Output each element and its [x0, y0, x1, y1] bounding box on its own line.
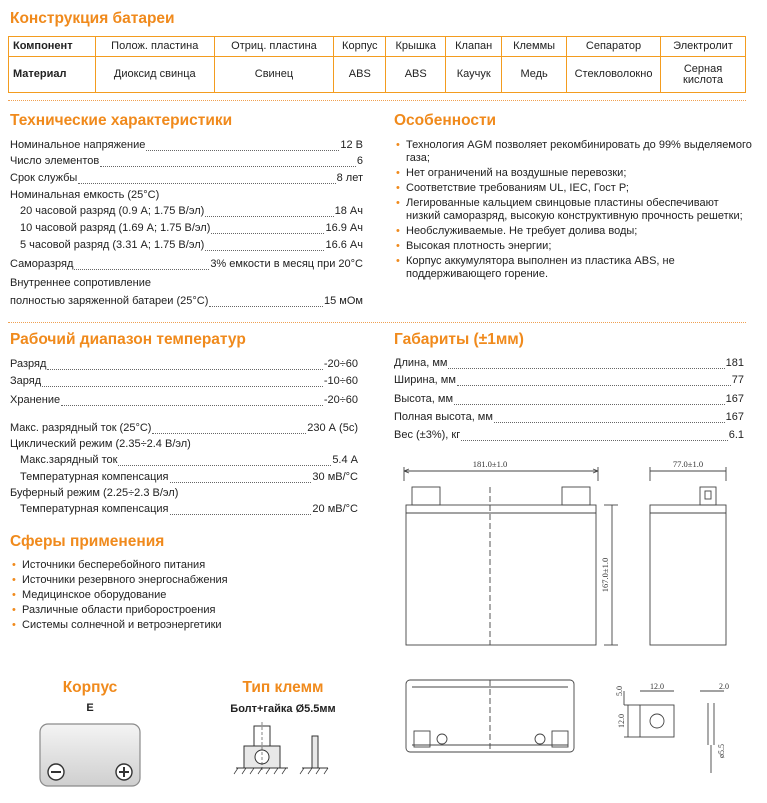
case-code: E [86, 702, 94, 714]
list-item: • Технология AGM позволяет рекомбинировать до 99% выделяемого газа; [394, 139, 754, 165]
spec-value: 6.1 [728, 429, 744, 441]
leader-dots [78, 183, 335, 184]
construction-table [8, 36, 746, 93]
spec-label: Полная высота, мм [394, 411, 493, 423]
spec-label: 20 часовой разряд (0.9 А; 1.75 В/эл) [20, 205, 205, 217]
leader-dots [42, 386, 323, 387]
list-item: • Необслуживаемые. Не требует долива воды; [394, 225, 754, 238]
spec-label: 5 часовой разряд (3.31 А; 1.75 В/эл) [20, 239, 205, 251]
dims-title: Габариты (±1мм) [394, 331, 524, 348]
leader-dots [61, 405, 323, 406]
spec-value: 3% емкости в месяц при 20°С [210, 258, 363, 270]
leader-dots [152, 433, 306, 434]
construction-material-row [9, 57, 746, 93]
table-cell: Диоксид свинца [95, 57, 214, 93]
spec-value: -10÷60 [323, 375, 358, 387]
leader-dots [205, 216, 333, 217]
leader-dots [457, 385, 731, 386]
spec-value: 18 Ач [334, 205, 363, 217]
spec-label: Температурная компенсация [20, 471, 169, 483]
case-title: Корпус [62, 679, 118, 696]
leader-dots [170, 482, 312, 483]
spec-label: Внутреннее сопротивление [10, 277, 151, 289]
leader-dots [74, 269, 209, 270]
spec-label: Заряд [10, 375, 42, 387]
list-item: • Нет ограничений на воздушные перевозки; [394, 167, 754, 180]
table-cell: Свинец [214, 57, 334, 93]
table-cell: Полож. пластина [95, 37, 214, 57]
spec-value: 230 А (5с) [307, 422, 358, 434]
spec-label: Саморазряд [10, 258, 74, 270]
spec-label: Номинальная емкость (25°С) [10, 189, 160, 201]
list-item: • Системы солнечной и ветроэнергетики [10, 619, 340, 632]
list-item: • Источники бесперебойного питания [10, 559, 340, 572]
terminal-hole-label: ø5.5 [717, 744, 726, 758]
leader-dots [146, 150, 339, 151]
terminal-width-label: 12.0 [650, 682, 664, 691]
spec-value: 8 лет [336, 172, 363, 184]
table-cell: Материал [9, 57, 96, 93]
length-dimension-label: 181.0±1.0 [472, 459, 508, 469]
table-cell: ABS [334, 57, 386, 93]
terminal-height-label: 5.0 [615, 686, 624, 696]
table-cell: Медь [502, 57, 567, 93]
list-item: • Соответствие требованиям UL, IEC, Гост Р; [394, 182, 754, 195]
spec-label: Макс.зарядный ток [20, 454, 118, 466]
table-cell: Стекловолокно [567, 57, 661, 93]
list-item: • Высокая плотность энергии; [394, 240, 754, 253]
spec-label: Хранение [10, 394, 61, 406]
leader-dots [454, 404, 725, 405]
height-dimension-label: 167.0±1.0 [600, 557, 610, 593]
list-item: • Корпус аккумулятора выполнен из пластика ABS, не поддерживающего горение. [394, 255, 754, 281]
table-cell: Клеммы [502, 37, 567, 57]
spec-value: 167 [725, 393, 744, 405]
spec-label: Номинальное напряжение [10, 139, 146, 151]
spec-label: Циклический режим (2.35÷2.4 В/эл) [10, 438, 191, 450]
divider [8, 100, 746, 101]
construction-header-row [9, 37, 746, 57]
spec-label: полностью заряженной батареи (25°С) [10, 295, 209, 307]
list-item: • Медицинское оборудование [10, 589, 340, 602]
spec-label: Число элементов [10, 155, 100, 167]
spec-label: Буферный режим (2.25÷2.3 В/эл) [10, 487, 179, 499]
terminal-drawing-icon [232, 720, 332, 790]
table-cell: Электролит [661, 37, 746, 57]
applications-title: Сферы применения [10, 533, 165, 550]
spec-label: Срок службы [10, 172, 78, 184]
spec-value: 5.4 А [332, 454, 358, 466]
features-list [394, 139, 754, 283]
spec-value: 16.6 Ач [325, 239, 363, 251]
leader-dots [118, 465, 331, 466]
spec-label: Ширина, мм [394, 374, 456, 386]
spec-label: Разряд [10, 358, 47, 370]
spec-value: -20÷60 [323, 358, 358, 370]
leader-dots [170, 514, 312, 515]
applications-list [10, 559, 340, 634]
spec-value: -20÷60 [323, 394, 358, 406]
spec-value: 16.9 Ач [325, 222, 363, 234]
spec-label: Вес (±3%), кг [394, 429, 461, 441]
spec-value: 20 мВ/°С [312, 503, 358, 515]
construction-title: Конструкция батареи [10, 10, 175, 27]
spec-value: 12 В [340, 139, 363, 151]
spec-label: Температурная компенсация [20, 503, 169, 515]
spec-value: 15 мОм [324, 295, 363, 307]
list-item: • Источники резервного энергоснабжения [10, 574, 340, 587]
list-item: • Легированные кальцием свинцовые пластины обеспечивают низкий саморазряд, высокую конструктивную прочность решетки; [394, 197, 754, 223]
leader-dots [209, 306, 323, 307]
table-cell: ABS [386, 57, 446, 93]
terminal-title: Тип клемм [242, 679, 324, 696]
tech-title: Технические характеристики [10, 112, 233, 129]
dimension-drawing [394, 455, 759, 800]
spec-value: 6 [356, 155, 363, 167]
table-cell: Компонент [9, 37, 96, 57]
spec-value: 77 [731, 374, 744, 386]
spec-value: 181 [725, 357, 744, 369]
table-cell: Клапан [446, 37, 502, 57]
spec-label: Высота, мм [394, 393, 454, 405]
terminal-desc: Болт+гайка Ø5.5мм [230, 703, 336, 715]
spec-value: 167 [725, 411, 744, 423]
table-cell: Отриц. пластина [214, 37, 334, 57]
leader-dots [448, 368, 724, 369]
spec-label: Макс. разрядный ток (25°С) [10, 422, 152, 434]
case-icon [38, 720, 142, 790]
spec-label: Длина, мм [394, 357, 448, 369]
table-cell: Корпус [334, 37, 386, 57]
divider [8, 322, 746, 323]
features-title: Особенности [394, 112, 497, 129]
leader-dots [205, 250, 324, 251]
spec-label: 10 часовой разряд (1.69 А; 1.75 В/эл) [20, 222, 211, 234]
temp-title: Рабочий диапазон температур [10, 331, 246, 348]
leader-dots [494, 422, 725, 423]
terminal-thickness-label: 2.0 [719, 682, 729, 691]
leader-dots [100, 166, 356, 167]
spec-value: 30 мВ/°С [312, 471, 358, 483]
table-cell: Каучук [446, 57, 502, 93]
leader-dots [211, 233, 324, 234]
list-item: • Различные области приборостроения [10, 604, 340, 617]
table-cell: Сепаратор [567, 37, 661, 57]
leader-dots [47, 369, 322, 370]
table-cell: Крышка [386, 37, 446, 57]
terminal-side-label: 12.0 [617, 714, 626, 728]
leader-dots [461, 440, 727, 441]
table-cell: Серная кислота [661, 57, 746, 93]
width-dimension-label: 77.0±1.0 [672, 459, 704, 469]
